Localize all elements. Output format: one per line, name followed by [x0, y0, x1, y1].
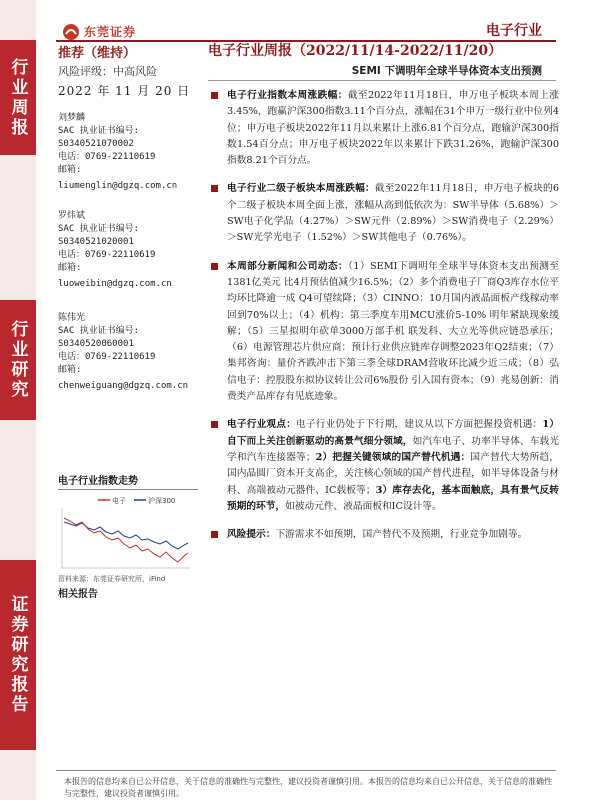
footer-divider	[56, 770, 556, 771]
analyst-card	[58, 210, 172, 291]
analyst-email-label: 邮箱:	[58, 263, 82, 273]
paragraph-lead: 本周部分新闻和公司动态：	[227, 260, 349, 272]
paragraph-lead: 电子行业观点：	[227, 419, 296, 431]
analyst-email-label: 邮箱:	[58, 365, 82, 375]
paragraph-lead: 风险提示：	[227, 529, 276, 541]
analyst-phone: 电话：0769-22110619	[58, 152, 156, 162]
paragraph-body: 电子行业仍处于下行期，建议从以下方面把握投资机遇：1）自下而上关注创新驱动的高景气细分领域，如汽车电子、功率半导体、车载光学和汽车连接器等；2）把握关键领域的国产替代机遇：国产替代大势所趋，国内晶圆厂资本开支高企，关注核心领域的国产替代进程，如半导体设备与材料、高端被动元器件、IC载板等；3）库存去化，基本面触底，具有景气反转预期的环节，如被动元件、液晶面板和IC设计等。	[227, 419, 560, 512]
summary-paragraph	[209, 181, 559, 246]
analyst-email-label: 邮箱:	[58, 165, 82, 175]
analyst-name: 罗炜斌	[58, 211, 86, 221]
related-reports-heading: 相关报告	[58, 589, 98, 600]
bullet-icon	[211, 263, 218, 270]
analyst-email[interactable]: liumenglin@dgzq.com.cn	[58, 181, 178, 191]
analyst-cert: S0340521020001	[58, 237, 134, 247]
brand-logo-icon	[62, 23, 80, 41]
paragraph-body: 截至2022年11月18日，申万电子板块本周上涨3.45%，跑赢沪深300指数3.11个百分点，涨幅在31个申万一级行业中位列4位；申万电子板块2022年11月以来累计上涨6.81个百分点，跑输沪深300指数1.54百分点；申万电子板块2022年以来累计下跌31.26%，跑输沪深300指数8.21个百分点。	[227, 90, 559, 167]
analyst-card	[58, 112, 177, 193]
index-chart-plot	[58, 494, 194, 572]
summary-paragraph	[209, 259, 559, 406]
report-subtitle: SEMI 下调明年全球半导体资本支出预测	[351, 65, 542, 77]
bullet-icon	[211, 185, 218, 192]
side-tab-weekly: 行业周报	[0, 40, 36, 155]
legend-electronics: 电子	[112, 497, 126, 505]
analyst-cert: S0340520060001	[58, 339, 134, 349]
report-title: 电子行业周报（2022/11/14-2022/11/20）	[208, 43, 503, 59]
legend-hs300: 沪深300	[148, 497, 176, 505]
risk-rating: 风险评级：中高风险	[58, 65, 157, 78]
analyst-email[interactable]: chenweiguang@dgzq.com.cn	[58, 381, 189, 391]
summary-paragraph	[209, 88, 559, 169]
paragraph-body: 下游需求不如预期，国产替代不及预期，行业竞争加剧等。	[275, 529, 528, 541]
side-tab-research: 行业研究	[0, 300, 36, 420]
disclaimer: 本报告的信息均来自已公开信息，关于信息的准确性与完整性，建议投资者谨慎引用。本报告的信息均来自已公开信息，关于信息的准确性与完整性，建议投资者谨慎引用。	[64, 777, 552, 798]
index-chart-source: 资料来源：东莞证券研究所，iFind	[58, 575, 166, 583]
paragraph-body: （1）SEMI下调明年全球半导体资本支出预测至1381亿美元 比4月预估值减少16.5%；（2）多个消费电子厂商Q3库存水位平均环比降逾一成 Q4可望续降；（3）CINNO：10月国内液晶面板产线稼动率回到70%以上；（4）机构：第三季度车用MCU涨价5-10% 明年紧缺现象缓解；（5）三星拟明年砍单3000万部手机 联发科、大立光等供应链恐承压；（6）电源管理芯片供应商：预计行业供应链库存调整2023年Q2结束；（7）集邦咨询：量价齐跌冲击下第三季全球DRAM营收环比减少近三成；（8）弘信电子：控股股东拟协议转让公司6%股份 引入国有资本；（9）兆易创新：消费类产品库存有见底迹象。	[227, 260, 559, 403]
brand-logo	[62, 23, 152, 41]
paragraph-lead: 电子行业指数本周涨跌幅：	[227, 90, 348, 101]
analyst-cert-label: SAC 执业证书编号:	[58, 126, 140, 136]
analyst-phone: 电话：0769-22110619	[58, 352, 156, 362]
analyst-name: 刘梦麟	[58, 113, 86, 123]
index-chart-title: 电子行业指数走势	[58, 472, 198, 490]
brand-name: 东莞证券	[84, 25, 137, 39]
report-body	[209, 88, 559, 543]
industry-label: 电子行业	[486, 23, 542, 39]
summary-paragraph	[209, 417, 559, 515]
analyst-cert-label: SAC 执业证书编号:	[58, 326, 140, 336]
bullet-icon	[211, 92, 218, 99]
analyst-phone: 电话：0769-22110619	[58, 250, 156, 260]
summary-paragraph	[209, 527, 559, 543]
bullet-icon	[211, 531, 218, 538]
index-chart	[58, 472, 198, 584]
electronics-line	[64, 518, 188, 562]
side-tab-securities-report: 证券研究报告	[0, 560, 36, 750]
rating: 推荐（维持）	[58, 46, 137, 61]
paragraph-body: 截至2022年11月18日，申万电子板块的6个二级子板块本周全面上涨，涨幅从高到低依次为：SW半导体（5.68%）＞SW电子化学品（4.27%）＞SW元件（2.89%）＞SW消费电子（2.29%）＞SW光学光电子（1.52%）＞SW其他电子（0.76%）。	[227, 183, 559, 244]
bullet-icon	[211, 421, 218, 428]
analyst-cert: S0340521070002	[58, 139, 134, 149]
analyst-email[interactable]: luoweibin@dgzq.com.cn	[58, 279, 172, 289]
analyst-cert-label: SAC 执业证书编号:	[58, 224, 140, 234]
analyst-name: 陈伟光	[58, 313, 86, 323]
report-date: 2022 年 11 月 20 日	[58, 84, 191, 98]
chart-legend	[98, 496, 175, 505]
paragraph-lead: 电子行业二级子板块本周涨跌幅：	[227, 183, 375, 195]
analyst-card	[58, 312, 188, 393]
subtitle-divider	[208, 80, 556, 81]
